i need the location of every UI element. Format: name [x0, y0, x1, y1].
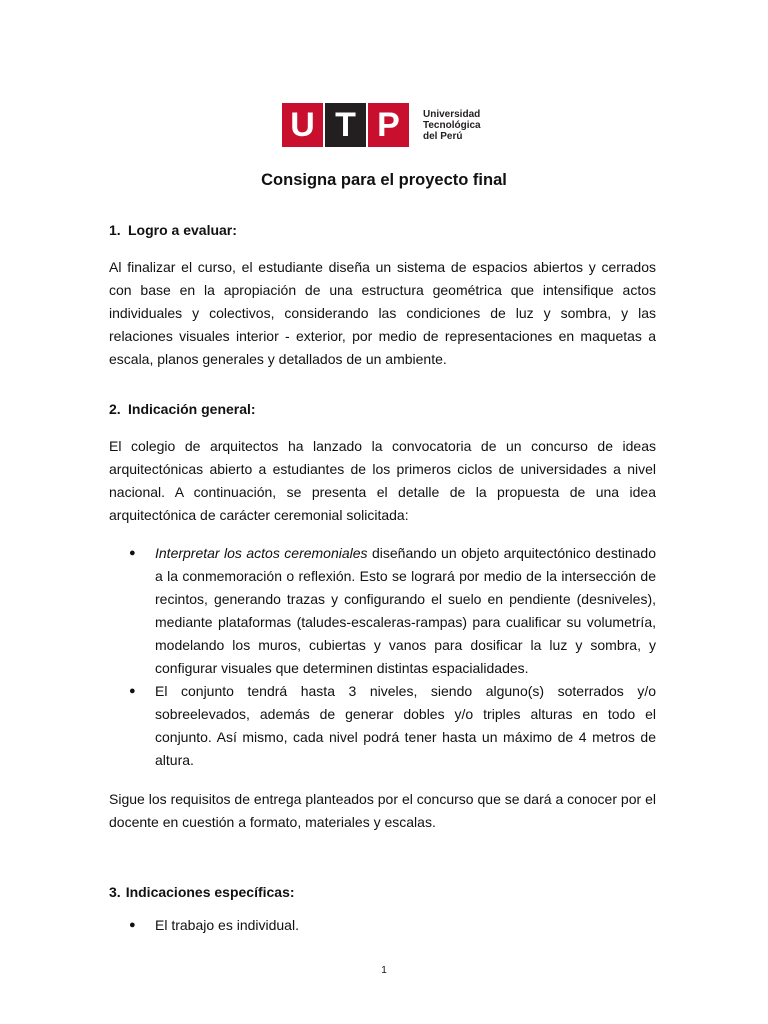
logo-letter-t: T: [325, 103, 366, 147]
section-1-heading: [109, 221, 237, 239]
list-item: [109, 914, 656, 937]
list-item: [109, 542, 656, 680]
section-3-bullet-list: [109, 914, 656, 937]
bullet-icon: ●: [129, 919, 136, 931]
page-number: 1: [381, 965, 387, 976]
bullet-text: diseñando un objeto arquitectónico destinado a la conmemoración o reflexión. Esto se logrará por medio de la intersección de recintos, generando trazas y configurando el suelo en pendiente (desniveles), mediante plataformas (taludes-escaleras-rampas) para cualificar su volumetría, modelando los muros, cubiertas y vanos para dosificar la luz y sombra, y configurar visuales que determinen distintas espacialidades.: [155, 545, 656, 676]
section-2-number: 2.: [109, 401, 121, 417]
section-3-heading: [109, 883, 295, 901]
section-1-title: Logro a evaluar:: [128, 222, 237, 238]
section-3-title: Indicaciones específicas:: [125, 884, 295, 900]
logo-line-3: del Perú: [423, 130, 463, 142]
section-2-closing: Sigue los requisitos de entrega planteados por el concurso que se dará a conocer por el docente en cuestión a formato, materiales y escalas.: [109, 791, 656, 830]
utp-logo: [282, 103, 481, 147]
list-item: [109, 680, 656, 772]
section-2-heading: [109, 400, 256, 418]
section-2-intro: El colegio de arquitectos ha lanzado la convocatoria de un concurso de ideas arquitectónicas abierto a estudiantes de los primeros ciclos de universidades a nivel nacional. A continuación, se presenta el detalle de la propuesta de una idea arquitectónica de carácter ceremonial solicitada:: [109, 438, 656, 523]
bullet-text: El trabajo es individual.: [155, 917, 299, 933]
section-2-bullet-list: [109, 542, 656, 772]
bullet-emphasis: Interpretar los actos ceremoniales: [155, 545, 368, 561]
logo-letter-u: U: [282, 103, 323, 147]
logo-line-1: Universidad: [423, 108, 481, 120]
bullet-text: El conjunto tendrá hasta 3 niveles, siendo alguno(s) soterrados y/o sobreelevados, además de generar dobles y/o triples alturas en todo el conjunto. Así mismo, cada nivel podrá tener hasta un máximo de 4 metros de altura.: [155, 683, 656, 768]
document-title: Consigna para el proyecto final: [261, 171, 507, 189]
logo-wordmark: [423, 109, 481, 142]
section-3-number: 3.: [109, 884, 121, 900]
logo-line-2: Tecnológica: [423, 119, 481, 131]
bullet-icon: ●: [129, 547, 136, 559]
section-1-body: Al finalizar el curso, el estudiante diseña un sistema de espacios abiertos y cerrados con base en la apropiación de una estructura geométrica que intensifique actos individuales y colectivos, considerando las condiciones de luz y sombra, y las relaciones visuales interior - exterior, por medio de representaciones en maquetas a escala, planos generales y detallados de un ambiente.: [109, 259, 656, 367]
bullet-icon: ●: [129, 685, 136, 697]
section-1-number: 1.: [109, 222, 121, 238]
logo-letter-p: P: [368, 103, 409, 147]
section-2-title: Indicación general:: [128, 401, 256, 417]
